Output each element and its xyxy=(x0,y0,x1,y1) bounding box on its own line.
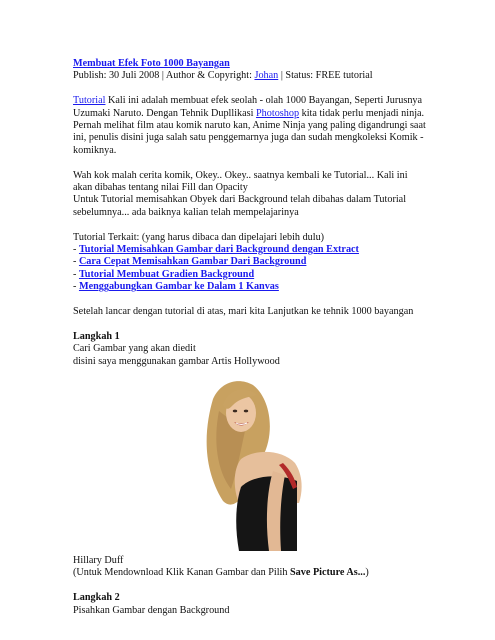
related-link-gradient[interactable]: Tutorial Membuat Gradien Background xyxy=(78,268,255,280)
step1-title: Langkah 1 xyxy=(73,330,120,342)
context-paragraph-1: Wah kok malah cerita komik, Okey.. Okey.. saatnya kembali ke Tutorial... Kali ini akan dibahas tentang nilai Fill dan Opacity xyxy=(73,169,408,194)
article-body xyxy=(73,58,428,617)
step2-line1: Pisahkan Gambar dengan Background xyxy=(73,604,230,616)
photo-caption: Hillary Duff xyxy=(73,555,124,567)
after-text: Setelah lancar dengan tutorial di atas, mari kita Lanjutkan ke tehnik 1000 bayangan xyxy=(73,306,414,318)
related-item: - Cara Cepat Memisahkan Gambar Dari Background xyxy=(73,256,307,268)
related-link-extract[interactable]: Tutorial Memisahkan Gambar dari Background dengan Extract xyxy=(78,244,359,256)
step1-line2: disini saya menggunakan gambar Artis Hollywood xyxy=(73,355,280,367)
article-title-link[interactable]: Membuat Efek Foto 1000 Bayangan xyxy=(73,58,230,69)
context-paragraph-2: Untuk Tutorial memisahkan Obyek dari Background telah dibahas dalam Tutorial sebelumnya... ada baiknya kalian telah mempelajarinya xyxy=(73,194,407,218)
related-heading: Tutorial Terkait: (yang harus dibaca dan dipelajari lebih dulu) xyxy=(73,231,325,243)
portrait-image xyxy=(183,371,333,551)
author-link[interactable]: Johan xyxy=(254,70,279,82)
article-title[interactable] xyxy=(73,58,428,70)
related-link-combine[interactable]: Menggabungkan Gambar ke Dalam 1 Kanvas xyxy=(78,281,279,293)
step1-line1: Cari Gambar yang akan diedit xyxy=(73,343,196,355)
hillary-duff-photo[interactable] xyxy=(183,371,333,551)
tutorial-link[interactable]: Tutorial xyxy=(73,95,106,107)
download-note: (Untuk Mendownload Klik Kanan Gambar dan Pilih Save Picture As...) xyxy=(73,567,369,579)
related-item: - Tutorial Membuat Gradien Background xyxy=(73,268,255,280)
publish-line: Publish: 30 Juli 2008 | Author & Copyright: Johan | Status: FREE tutorial xyxy=(73,70,373,82)
photoshop-link[interactable]: Photoshop xyxy=(256,107,300,119)
step2-title: Langkah 2 xyxy=(73,592,120,604)
related-item: - Menggabungkan Gambar ke Dalam 1 Kanvas xyxy=(73,281,279,293)
related-link-separate[interactable]: Cara Cepat Memisahkan Gambar Dari Background xyxy=(78,256,307,268)
intro-paragraph: Tutorial Kali ini adalah membuat efek seolah - olah 1000 Bayangan, Seperti Jurusnya Uzumaki Naruto. Dengan Tehnik Dupllikasi Photoshop kita tidak perlu menjadi ninja. Pernah melihat film atau komik naruto kan, Anime Ninja yang paling digandrungi saat ini, penulis disini juga salah satu penggemarnya juga dan sudah mengkoleksi Komik - komiknya. xyxy=(73,95,426,156)
related-item: - Tutorial Memisahkan Gambar dari Background dengan Extract xyxy=(73,244,359,256)
